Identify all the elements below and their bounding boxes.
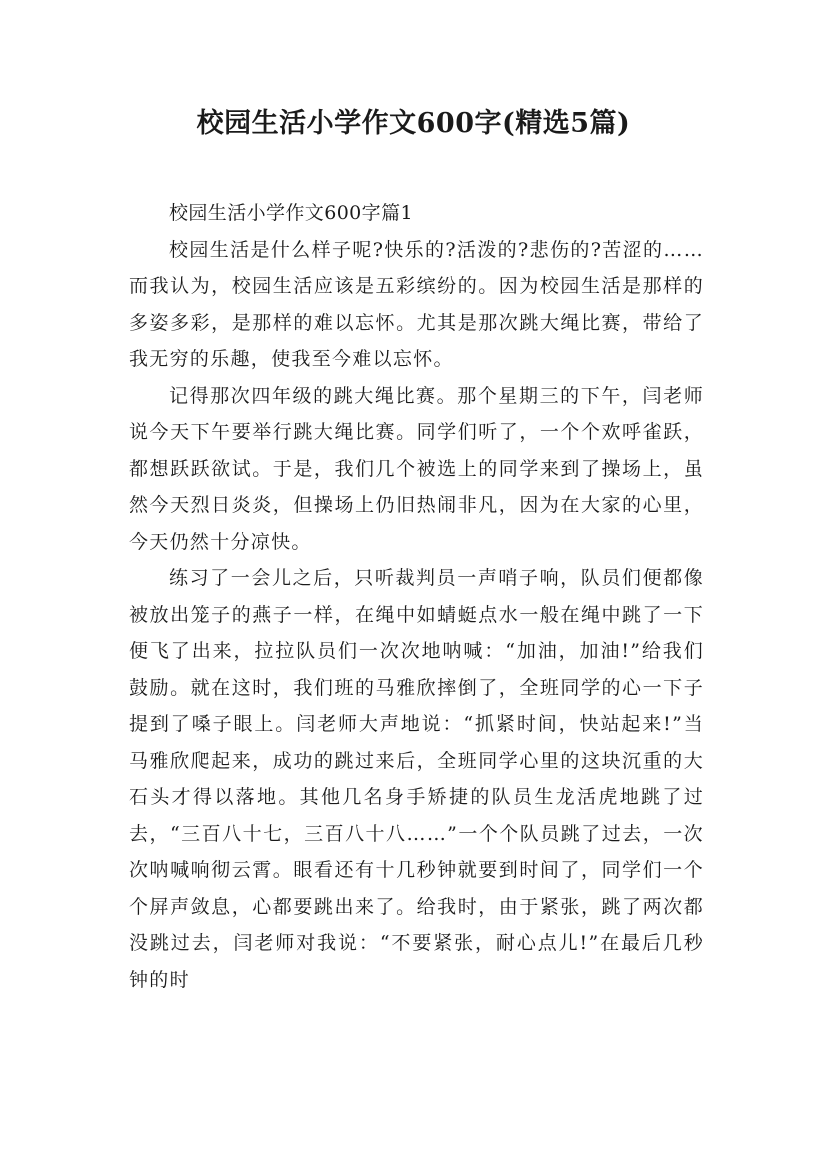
document-body: [129, 195, 704, 998]
paragraph-2: 记得那次四年级的跳大绳比赛。那个星期三的下午，闫老师说今天下午要举行跳大绳比赛。同学们听了，一个个欢呼雀跃，都想跃跃欲试。于是，我们几个被选上的同学来到了操场上，虽然今天烈日炎炎，但操场上仍旧热闹非凡，因为在大家的心里，今天仍然十分凉快。: [129, 384, 704, 553]
document-title: 校园生活小学作文600字(精选5篇): [196, 108, 631, 139]
section-heading: 校园生活小学作文600字篇1: [169, 202, 413, 224]
paragraph-3: 练习了一会儿之后，只听裁判员一声哨子响，队员们便都像被放出笼子的燕子一样，在绳中如蜻蜓点水一般在绳中跳了一下便飞了出来，拉拉队员们一次次地呐喊：“加油，加油!”给我们鼓励。就在这时，我们班的马雅欣摔倒了，全班同学的心一下子提到了嗓子眼上。闫老师大声地说：“抓紧时间，快站起来!”当马雅欣爬起来，成功的跳过来后，全班同学心里的这块沉重的大石头才得以落地。其他几名身手矫捷的队员生龙活虎地跳了过去，“三百八十七，三百八十八……”一个个队员跳了过去，一次次呐喊响彻云霄。眼看还有十几秒钟就要到时间了，同学们一个个屏声敛息，心都要跳出来了。给我时，由于紧张，跳了两次都没跳过去，闫老师对我说：“不要紧张，耐心点儿!”在最后几秒钟的时: [129, 567, 704, 991]
paragraph-1: 校园生活是什么样子呢?快乐的?活泼的?悲伤的?苦涩的……而我认为，校园生活应该是五彩缤纷的。因为校园生活是那样的多姿多彩，是那样的难以忘怀。尤其是那次跳大绳比赛，带给了我无穷的乐趣，使我至今难以忘怀。: [129, 238, 704, 370]
